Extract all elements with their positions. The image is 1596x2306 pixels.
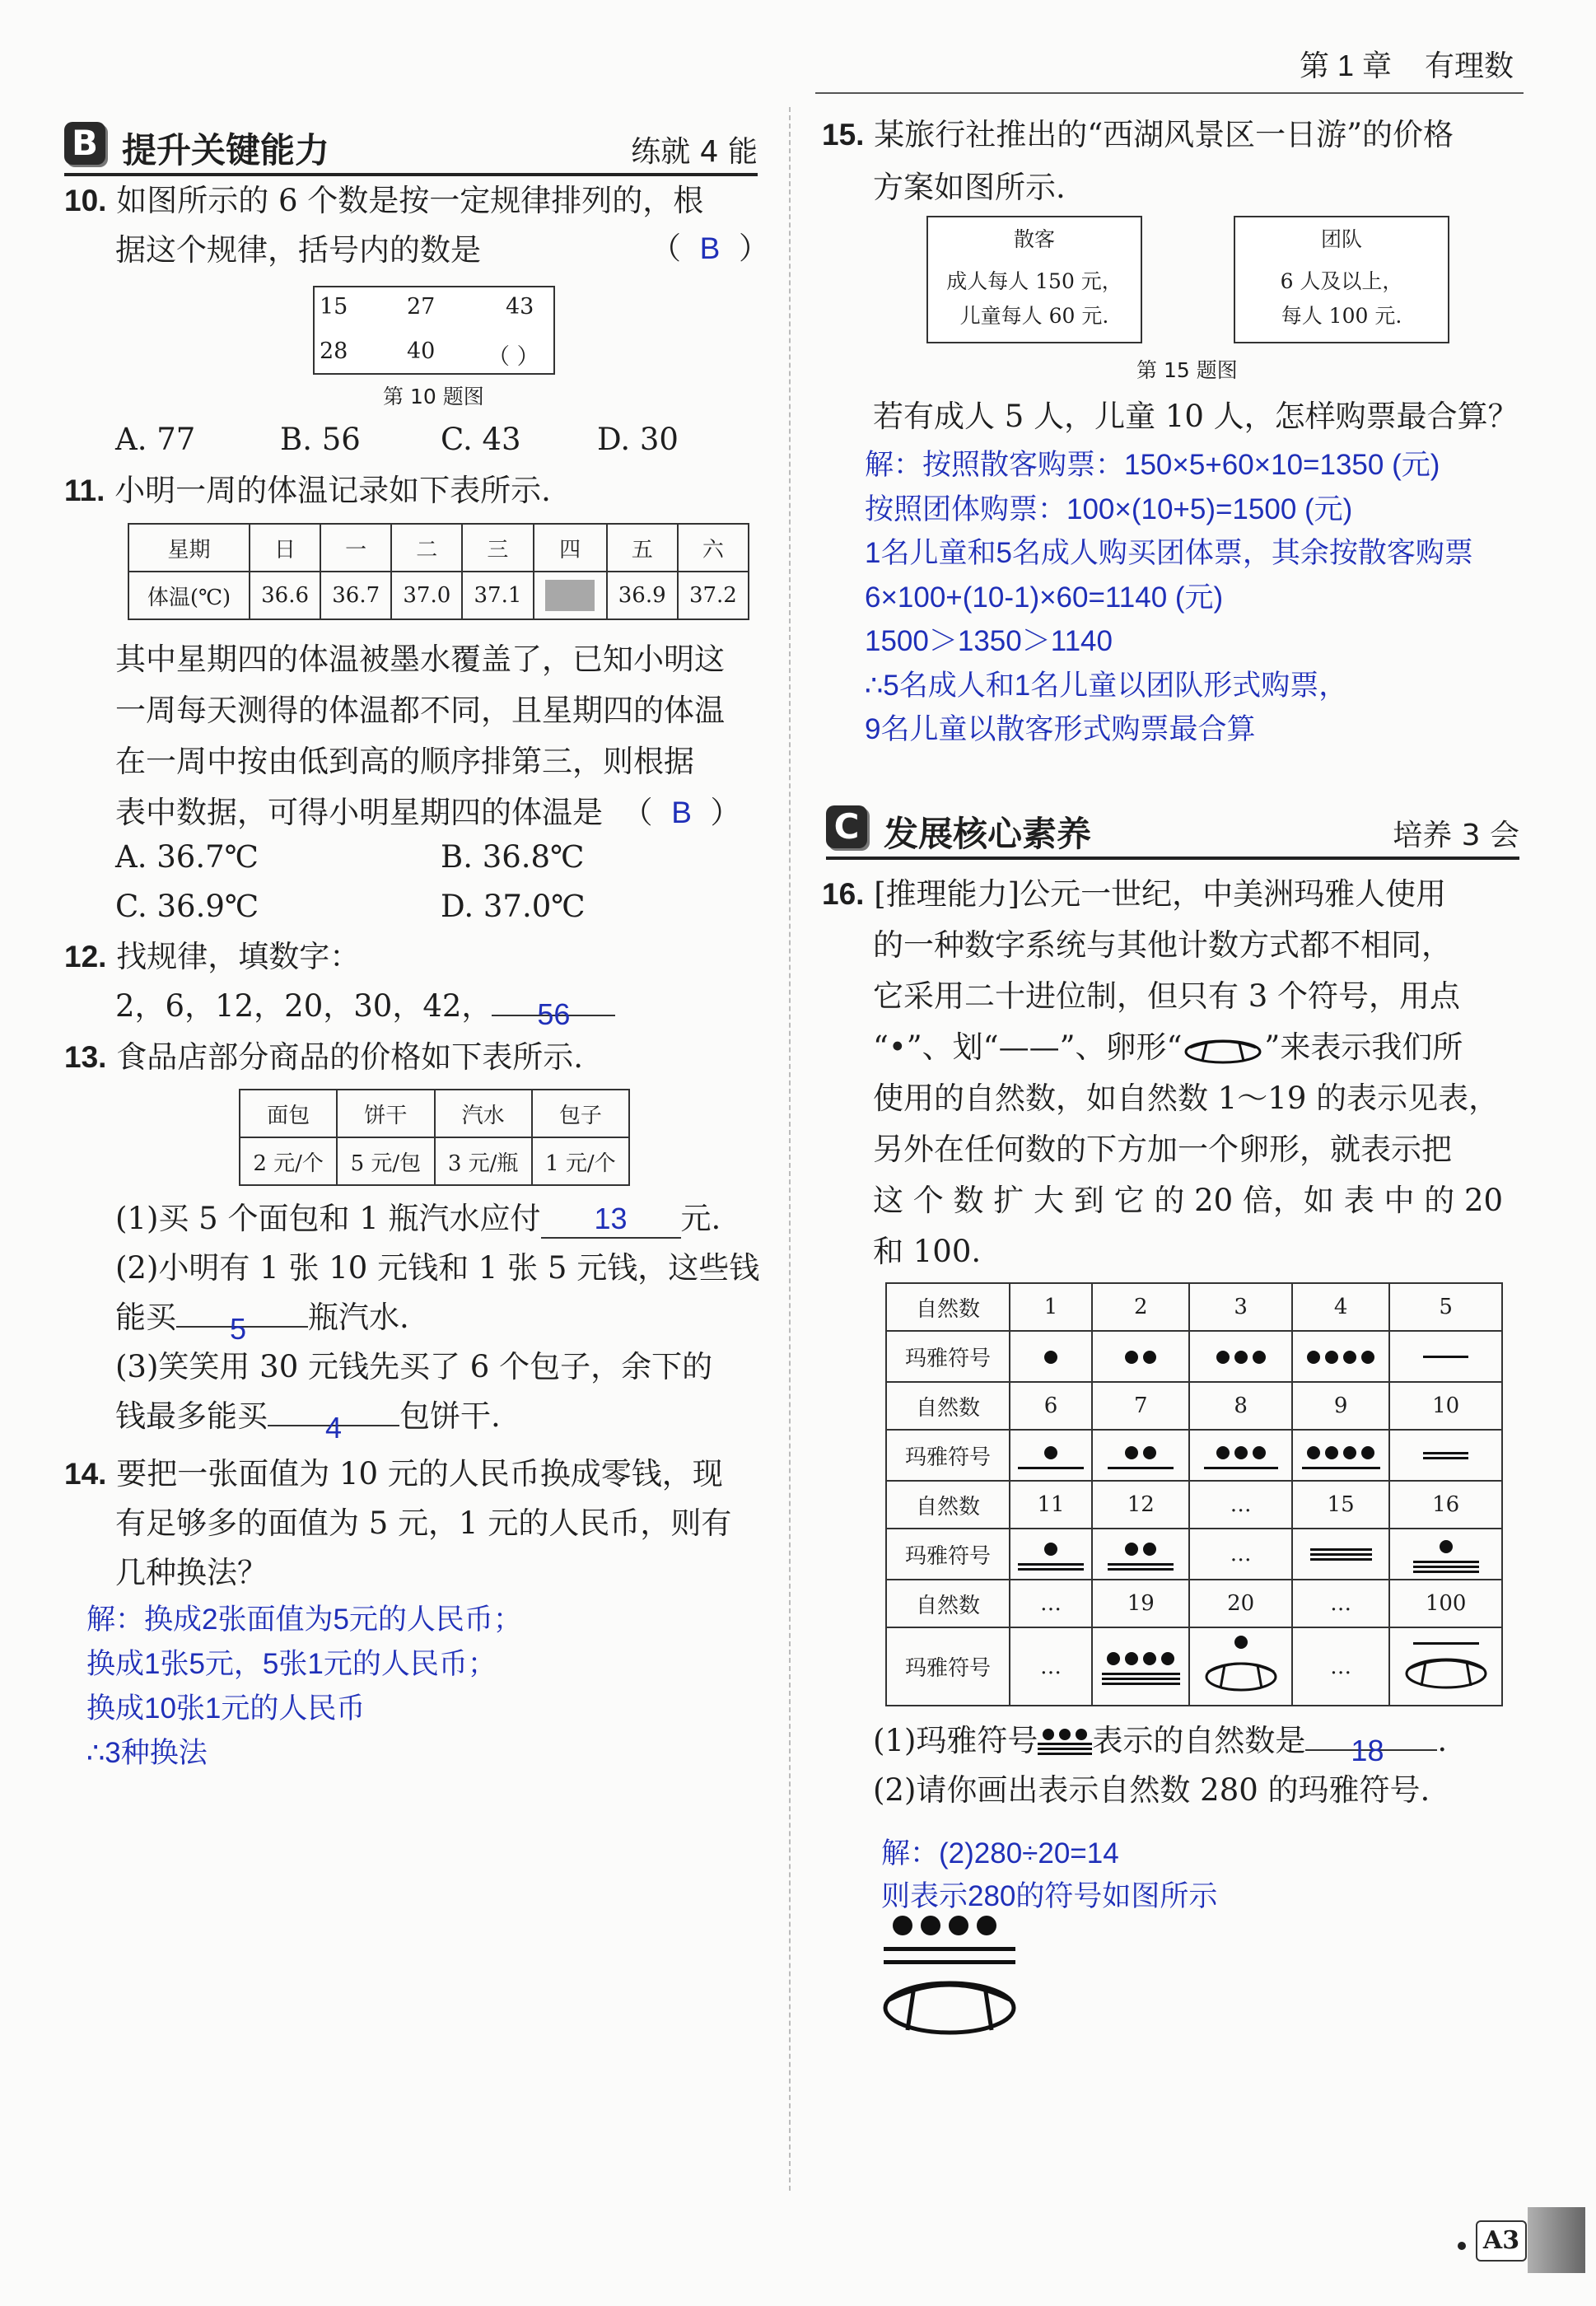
q13-th: 饼干 bbox=[337, 1090, 434, 1137]
q10-option-c: C. 43 bbox=[441, 422, 521, 457]
q12-sequence: 2，6，12，20，30，42， bbox=[115, 988, 492, 1024]
q13-price-table bbox=[239, 1089, 630, 1186]
maya-num: 10 bbox=[1389, 1382, 1502, 1430]
oval-symbol-icon bbox=[1182, 1035, 1264, 1065]
q13-part2-line2: 能买 5 瓶汽水. bbox=[115, 1300, 409, 1346]
q13-td: 3 元/瓶 bbox=[435, 1137, 532, 1185]
q16-solution: 解：(2)280÷20=14 则表示280的符号如图所示 bbox=[881, 1837, 1218, 1912]
oval-symbol-icon bbox=[1401, 1631, 1491, 1697]
maya-symbol-100 bbox=[1389, 1627, 1502, 1706]
q13-th: 汽水 bbox=[435, 1090, 532, 1137]
q11-temperature-table bbox=[128, 523, 749, 620]
page-header bbox=[1300, 43, 1514, 85]
q10-option-b: B. 56 bbox=[280, 422, 361, 457]
q13-p1-blank bbox=[541, 1201, 681, 1239]
maya-280-drawing bbox=[880, 1911, 1028, 2047]
q10-figure bbox=[313, 286, 555, 375]
maya-symbol-19 bbox=[1092, 1627, 1189, 1706]
q11-number: 11. bbox=[64, 474, 105, 507]
q10-grid-cell: 28 bbox=[320, 338, 348, 364]
q13-part3-line1: (3)笑笑用 30 元钱先买了 6 个包子，余下的 bbox=[115, 1349, 713, 1384]
q11-td: 37.1 bbox=[462, 572, 533, 619]
q10-caption: 第 10 题图 bbox=[383, 385, 484, 408]
page-edge-tab bbox=[1528, 2207, 1585, 2273]
maya-num: 1 bbox=[1010, 1283, 1092, 1331]
q13-p1-answer: 13 bbox=[594, 1202, 628, 1235]
q13-part2-line1: (2)小明有 1 张 10 元钱和 1 张 5 元钱，这些钱 bbox=[115, 1250, 760, 1286]
section-c-badge: C bbox=[826, 805, 867, 848]
maya-symbol-5 bbox=[1389, 1331, 1502, 1382]
maya-ellipsis: … bbox=[1189, 1529, 1291, 1580]
q11-td: 36.6 bbox=[250, 572, 320, 619]
maya-label: 自然数 bbox=[886, 1580, 1010, 1627]
q10-grid-cell: 43 bbox=[506, 294, 534, 320]
q12-text1: 找规律，填数字： bbox=[116, 939, 361, 974]
maya-symbol-15 bbox=[1292, 1529, 1389, 1580]
maya-num: 9 bbox=[1292, 1382, 1389, 1430]
q11-th: 五 bbox=[607, 524, 678, 572]
q16-number: 16. bbox=[822, 877, 865, 911]
maya-num: … bbox=[1292, 1580, 1389, 1627]
q13-td: 5 元/包 bbox=[337, 1137, 434, 1185]
maya-num: 100 bbox=[1389, 1580, 1502, 1627]
q13-part3-line2: 钱最多能买 4 包饼干. bbox=[115, 1398, 501, 1445]
q11-options bbox=[115, 832, 741, 934]
maya-num: … bbox=[1010, 1580, 1092, 1627]
maya-18-inline-icon bbox=[1038, 1729, 1092, 1758]
maya-label: 自然数 bbox=[886, 1283, 1010, 1331]
maya-num: 5 bbox=[1389, 1283, 1502, 1331]
q13-th: 面包 bbox=[240, 1090, 337, 1137]
q12-number: 12. bbox=[64, 940, 107, 973]
maya-number-table bbox=[885, 1282, 1503, 1706]
maya-symbol-1 bbox=[1010, 1331, 1092, 1382]
section-c-header bbox=[826, 799, 1519, 860]
q10-grid-cell: 40 bbox=[407, 338, 436, 364]
q13-p2-answer: 5 bbox=[230, 1312, 247, 1346]
q11-td: 37.0 bbox=[391, 572, 462, 619]
maya-num: 20 bbox=[1189, 1580, 1291, 1627]
chapter-title: 有理数 bbox=[1424, 49, 1514, 82]
maya-symbol-11 bbox=[1010, 1529, 1092, 1580]
q11-text: 其中星期四的体温被墨水覆盖了，已知小明这 一周每天测得的体温都不同，且星期四的体温 在一周中按由低到高的顺序排第三，则根据 表中数据，可得小明星期四的体温是 （ B ） bbox=[115, 634, 741, 838]
column-divider bbox=[789, 107, 791, 2191]
maya-symbol-4 bbox=[1292, 1331, 1389, 1382]
q11-ink-cell bbox=[534, 572, 607, 619]
q11-td: 36.7 bbox=[320, 572, 391, 619]
q11-th: 星期 bbox=[128, 524, 250, 572]
q10-grid-cell: 15 bbox=[320, 294, 348, 320]
q15-caption: 第 15 题图 bbox=[1136, 358, 1238, 382]
q11-option-b: B. 36.8℃ bbox=[441, 839, 585, 875]
maya-symbol-3 bbox=[1189, 1331, 1291, 1382]
q14-solution: 解：换成2张面值为5元的人民币； 换成1张5元，5张1元的人民币； 换成10张1元的人民币 ∴3种换法 bbox=[86, 1603, 522, 1769]
section-c-subtitle: 培养 3 会 bbox=[1393, 819, 1519, 852]
q10-text1: 如图所示的 6 个数是按一定规律排列的，根 bbox=[116, 183, 704, 218]
q15-box-group: 团队 6 人及以上， 每人 100 元. bbox=[1234, 216, 1449, 343]
maya-label: 玛雅符号 bbox=[886, 1331, 1010, 1382]
oval-symbol-icon bbox=[1200, 1631, 1282, 1697]
q13-th: 包子 bbox=[532, 1090, 629, 1137]
maya-symbol-2 bbox=[1092, 1331, 1189, 1382]
q14-number: 14. bbox=[64, 1457, 107, 1491]
q11-td: 37.2 bbox=[678, 572, 749, 619]
q15-box-individual: 散客 成人每人 150 元， 儿童每人 60 元. bbox=[926, 216, 1142, 343]
q10-line2 bbox=[115, 232, 481, 268]
maya-num: 11 bbox=[1010, 1481, 1092, 1529]
q11-th: 四 bbox=[534, 524, 607, 572]
q11-text1: 小明一周的体温记录如下表所示. bbox=[114, 473, 551, 508]
maya-280-icon bbox=[880, 1911, 1028, 2047]
q10-option-a: A. 77 bbox=[115, 422, 196, 457]
maya-num: … bbox=[1189, 1481, 1291, 1529]
section-b-subtitle: 练就 4 能 bbox=[631, 135, 758, 169]
q12-line2 bbox=[115, 988, 615, 1031]
q11-option-a: A. 36.7℃ bbox=[115, 839, 259, 875]
q12-blank bbox=[492, 997, 615, 1031]
ink-blot bbox=[545, 580, 595, 611]
q10-option-d: D. 30 bbox=[597, 422, 679, 457]
q11-td: 体温(℃) bbox=[128, 572, 250, 619]
section-b-title: 提升关键能力 bbox=[122, 130, 330, 170]
maya-symbol-8 bbox=[1189, 1430, 1291, 1481]
maya-num: 16 bbox=[1389, 1481, 1502, 1529]
q15-text: 15. 某旅行社推出的“西湖风景区一日游”的价格 方案如图所示. bbox=[822, 117, 1454, 205]
maya-num: 6 bbox=[1010, 1382, 1092, 1430]
q12-line1 bbox=[64, 939, 360, 975]
q10-answer: B bbox=[699, 231, 721, 265]
q13-p3-answer: 4 bbox=[325, 1411, 343, 1445]
q15-solution: 解：按照散客购票：150×5+60×10=1350 (元) 按照团体购票：100×(10+5)=1500 (元) 1名儿童和5名成人购买团体票，其余按散客购票 6×100+(10-1)×60=1140 (元) 1500＞1350＞1140 ∴5名成人和1名儿童以团队形式购票， 9名儿童以散客形式购票最合算 bbox=[865, 449, 1473, 745]
q15-number: 15. bbox=[822, 118, 865, 152]
maya-num: 19 bbox=[1092, 1580, 1189, 1627]
q11-th: 一 bbox=[320, 524, 391, 572]
q15-question: 若有成人 5 人，儿童 10 人，怎样购票最合算？ bbox=[873, 399, 1519, 434]
maya-symbol-9 bbox=[1292, 1430, 1389, 1481]
q10-number: 10. bbox=[64, 184, 107, 217]
q16-text: 16. [推理能力]公元一世纪，中美洲玛雅人使用 的一种数字系统与其他计数方式都不相同， 它采用二十进位制，但只有 3 个符号，用点 “•”、划“——”、卵形“ ”来表示我们所 使用的自然数，如自然数 1～19 的表示见表， 另外在任何数的下方加一个卵形，就表示把 这 个 数 扩 大 到 它 的 20 倍，如 表 中 的 20 和 100. bbox=[822, 876, 1504, 1269]
maya-num: 15 bbox=[1292, 1481, 1389, 1529]
q11-th: 二 bbox=[391, 524, 462, 572]
q10-text2: 据这个规律，括号内的数是 bbox=[115, 232, 481, 268]
q14-text: 14. 要把一张面值为 10 元的人民币换成零钱，现 有足够多的面值为 5 元，1 元的人民币，则有 几种换法？ bbox=[64, 1456, 732, 1590]
q13-td: 1 元/个 bbox=[532, 1137, 629, 1185]
q11-th: 三 bbox=[462, 524, 533, 572]
maya-num: 4 bbox=[1292, 1283, 1389, 1331]
maya-symbol-10 bbox=[1389, 1430, 1502, 1481]
maya-label: 玛雅符号 bbox=[886, 1529, 1010, 1580]
q16-p1-blank bbox=[1305, 1734, 1437, 1767]
maya-num: 3 bbox=[1189, 1283, 1291, 1331]
maya-symbol-20 bbox=[1189, 1627, 1291, 1706]
q10-grid-cell: （ ） bbox=[488, 344, 539, 370]
page-number: A3 bbox=[1482, 2226, 1520, 2255]
maya-ellipsis: … bbox=[1292, 1627, 1389, 1706]
q11-option-d: D. 37.0℃ bbox=[441, 889, 586, 924]
q11-th: 六 bbox=[678, 524, 749, 572]
q13-p2-blank bbox=[176, 1312, 308, 1346]
q10-line1 bbox=[64, 183, 703, 219]
q11-th: 日 bbox=[250, 524, 320, 572]
maya-num: 12 bbox=[1092, 1481, 1189, 1529]
q13-text1: 食品店部分商品的价格如下表所示. bbox=[116, 1039, 583, 1075]
q13-td: 2 元/个 bbox=[240, 1137, 337, 1185]
maya-symbol-16 bbox=[1389, 1529, 1502, 1580]
maya-num: 7 bbox=[1092, 1382, 1189, 1430]
section-b-header bbox=[64, 115, 758, 176]
q13-number: 13. bbox=[64, 1040, 107, 1074]
maya-num: 2 bbox=[1092, 1283, 1189, 1331]
q11-option-c: C. 36.9℃ bbox=[115, 889, 259, 924]
maya-label: 玛雅符号 bbox=[886, 1627, 1010, 1706]
q11-answer: B bbox=[671, 796, 692, 829]
maya-ellipsis: … bbox=[1010, 1627, 1092, 1706]
q16-p1-answer: 18 bbox=[1351, 1734, 1384, 1767]
q16-part1: (1)玛雅符号 表示的自然数是 18 . bbox=[873, 1723, 1448, 1767]
q11-line1 bbox=[64, 473, 551, 509]
q13-part1: (1)买 5 个面包和 1 瓶汽水应付 13 元. bbox=[115, 1201, 721, 1239]
footer-dot bbox=[1458, 2242, 1466, 2250]
q10-answer-paren: （ B ） bbox=[651, 231, 769, 266]
chapter-label: 第 1 章 bbox=[1299, 49, 1392, 82]
q16-part2: (2)请你画出表示自然数 280 的玛雅符号. bbox=[873, 1772, 1430, 1808]
maya-symbol-12 bbox=[1092, 1529, 1189, 1580]
header-rule bbox=[815, 92, 1524, 94]
q12-answer: 56 bbox=[537, 997, 571, 1031]
q13-line1 bbox=[64, 1039, 583, 1076]
section-b-badge: B bbox=[64, 122, 105, 165]
maya-symbol-6 bbox=[1010, 1430, 1092, 1481]
q10-grid-cell: 27 bbox=[407, 294, 436, 320]
q13-p3-blank bbox=[268, 1411, 399, 1445]
maya-symbol-7 bbox=[1092, 1430, 1189, 1481]
page-number-box bbox=[1476, 2220, 1527, 2262]
maya-label: 自然数 bbox=[886, 1481, 1010, 1529]
maya-label: 自然数 bbox=[886, 1382, 1010, 1430]
q11-td: 36.9 bbox=[607, 572, 678, 619]
maya-num: 8 bbox=[1189, 1382, 1291, 1430]
maya-label: 玛雅符号 bbox=[886, 1430, 1010, 1481]
section-c-title: 发展核心素养 bbox=[884, 814, 1092, 854]
